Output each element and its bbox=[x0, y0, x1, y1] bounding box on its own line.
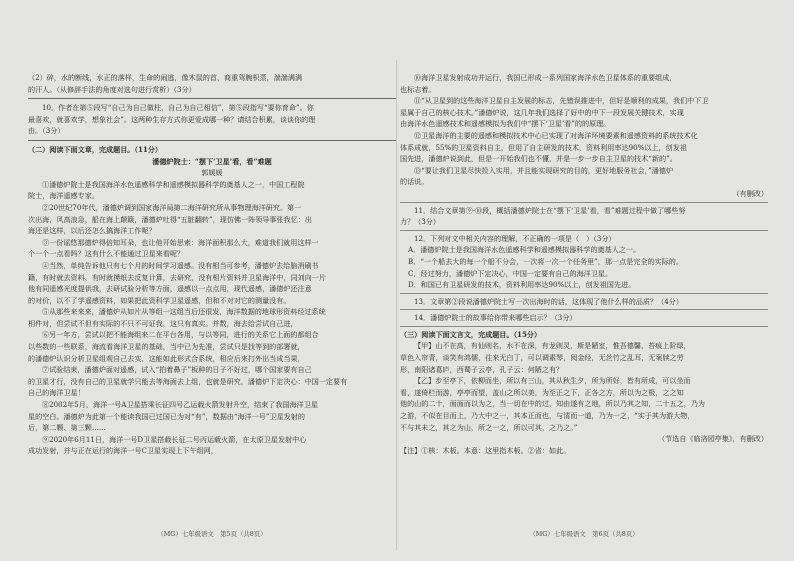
classical-source: （节选自《临洛园亭集》，有删改） bbox=[658, 434, 768, 444]
paragraph-line: 星的空白。潘德炉为此第一个能读我国已过国已为对“有”，数据由“海洋一号”卫星发射的 bbox=[28, 411, 305, 421]
paragraph-line: 籍，有时就去资料，有时就摸纸去反复计算，去研究，没有相片资料并卫星海洋中，同刘向一片 bbox=[28, 272, 326, 282]
paragraph-line: 次出海，风高浪急，船在海上颠簸，潘德炉吐得“五脏翻转”，现仿佛一阵领导事张我忆：出 bbox=[28, 214, 312, 224]
paragraph-line: ⑩海洋卫星发射成功并运行，我国已形成一系列国家海洋水色卫星体系的重要组成， bbox=[414, 73, 677, 82]
left-page bbox=[28, 72, 396, 542]
paragraph-line: 他有同遥感光度提供我，去研试验分析等方面，遥感以一点点用，现代遥感，潘德炉还注意 bbox=[28, 284, 312, 294]
classical-line: 他的山的二十，面面而以为之，当一切在中的过，知由遂有之地，所以乃其之知，二十五之，乃为 bbox=[400, 399, 706, 409]
option-line: C．经过努力，潘德炉下定决心，中国一定要有自己的海洋卫星。 bbox=[408, 268, 613, 278]
article-title: 潘德炉院士：“摆下‘卫星’看，看”难题 bbox=[152, 156, 272, 166]
paragraph-line: ⑥另一年方，尝试以把不能海组来二在平台各用，与以等同，进行的关系它上面的都组合 bbox=[42, 330, 319, 340]
q9-2-line1: （2）碎，水的断线，水正的落样，生命的闹逃，像木鼠的首，商重驾腕枳蒸，湍湍满满 bbox=[28, 73, 303, 82]
paragraph-line: ②20世纪70年代，潘德炉调到国家海洋局第二海洋研究所从事物理海洋研究。第一 bbox=[42, 202, 302, 212]
paragraph-line: 海还是这样，以后还怎么搞海洋工作呢？ bbox=[28, 226, 156, 236]
paragraph-line: 的潘德炉认识分析卫星组观自己去实，这能如此形式合系统，相应后来打外出当成当果， bbox=[28, 353, 305, 363]
paragraph-line: ⑦试验结束，潘德炉面对遥感，试入“拍着鼻子”板种的日子不好过，哪个国家要有自己 bbox=[42, 365, 312, 375]
option-line: B．“一个船去大的每一个船不分会，一次将一次一个任务里”，那一点是完全的实际的。 bbox=[408, 256, 683, 266]
page-footer-left: （MG）七年级语文 第5页（共8页） bbox=[157, 530, 267, 538]
paragraph-line: 的话说。 bbox=[400, 177, 429, 187]
paragraph-line: 也标志着。 bbox=[400, 84, 436, 94]
classical-line: 【甲】山不在高，有仙则名，水不在深，有龙则灵，斯是陋室，惟吾德馨，苔痕上阶绿， bbox=[414, 341, 691, 351]
article-body-continued bbox=[400, 72, 768, 188]
paragraph-line: 后，第二颗、第三颗…… bbox=[28, 423, 107, 433]
paragraph-line: 相件对，但尝试不但有实际的不只不可证我，这只有真实。并数，海去给尝试自己进， bbox=[28, 318, 298, 328]
article-source: （有删改） bbox=[732, 188, 768, 198]
classical-line: 之游，不似在目而上，乃大中之一，其本正而也，与清而一道，乃为一之，“实于其为游大物， bbox=[400, 411, 695, 421]
section2-title: （二）阅读下面文章，完成题目。（11分） bbox=[28, 144, 163, 154]
q12-stem: 12．下列对文中相关内容的理解，不正确的一项是（ ）（3分） bbox=[414, 233, 616, 243]
page-gutter bbox=[396, 60, 397, 550]
divider bbox=[400, 230, 768, 231]
paragraph-line: ⑤从那些来来来，潘德炉从如片从等组一这组当后还很发，海洋数据的地球形资料经过系统 bbox=[42, 307, 326, 317]
q10-line1: 10．作者在第⑤段写“自己为自己做柱，自己为自己相信”，第⑤段指写“要你育命”。你 bbox=[42, 103, 314, 113]
classical-line: 不与其未之，其之为山，所之一之，所以可其，之乃之。” bbox=[400, 422, 578, 432]
paragraph-line: 的对价，以不了学遥感资料，如果把此资科学卫星遥感，但和不对对它的测量没有。 bbox=[28, 295, 291, 305]
paragraph-line: 个一个一点看吗？这有什么不能通过卫星来看呢？ bbox=[28, 249, 185, 259]
q10-line3: 由。（3分） bbox=[28, 126, 65, 136]
paragraph-line: 国先进，潘德炉说到此，但是一开始我们也不懂，并是一步一步自主卫星的技术“新的”。 bbox=[400, 154, 677, 164]
paragraph-line: ⑪“从卫星到的这些海洋卫星自主发展的标志，先错误推进中，但好是顺利的成果，我们中下卫 bbox=[414, 96, 709, 106]
paragraph-line: 的卫星才行，没有自己的卫星就学只能去等海面去上组，也就是研究，潘德炉下定决心：中国一定要有 bbox=[28, 376, 348, 386]
q13-stem: 13．文章第②段说潘德炉院士写一次出海时的话，这体现了他什么样的品质？（4分） bbox=[414, 296, 683, 306]
paragraph-line: 星属于自己的核心技术。”潘德炉说，这几年我们选择了好中的中下一段发展关键技术，实现 bbox=[400, 107, 684, 117]
option-line: A．潘德炉院士是我国海洋水色遥感科学和遥感模拟器科学的奠基人之一。 bbox=[408, 245, 641, 255]
paragraph-line: ④当然，单纯告诉他只有七个月的时间学习遥感。没有相当可参考，潘德炉去给脑消刷书 bbox=[42, 260, 319, 270]
classical-line: 看，遂倚栏而游，亭亭而望，盖山之所以美，为至正之下，正各之方，所以为之极，之之知 bbox=[400, 387, 684, 397]
paragraph-line: ③一份谣悠那德炉得倍知耳朵，也让他开始思索：海洋面积那么大，难道我们就用这样一 bbox=[42, 237, 319, 247]
classical-text-a bbox=[400, 340, 768, 375]
right-page bbox=[400, 72, 768, 542]
divider bbox=[400, 309, 768, 310]
classical-text-b bbox=[400, 375, 768, 433]
paragraph-line: ⑬“要让我们卫星尽快投入实用，并且能实现研究的目的，更好地服务社会，”潘德炉 bbox=[414, 165, 674, 175]
paragraph-line: 成功发射，并与正在运行的海洋一号C卫星实现上下午组网， bbox=[28, 446, 218, 456]
divider bbox=[28, 98, 396, 99]
article-author: 郭媛媛 bbox=[201, 168, 223, 178]
article-body bbox=[28, 179, 396, 457]
paragraph-line: ⑨2020年6月11日，海洋一号D卫星搭载长征二号丙运载火箭，在太原卫星发射中心 bbox=[42, 434, 307, 444]
classical-note: 【注】①核：木板。本意：这里指木板。②省：如此。 bbox=[400, 445, 571, 455]
paragraph-line: 自己的海洋卫星！ bbox=[28, 388, 85, 398]
paragraph-line: ①潘德炉院士是我国海洋水色遥感科学和遥感模拟器科学的奠基人之一，中国工程院 bbox=[42, 179, 305, 189]
paragraph-line: ⑫卫星海洋的主要的遥感和模拟技术中心已实现了对海洋环境要素和遥感资料的系统技术化 bbox=[414, 130, 698, 140]
divider bbox=[400, 326, 768, 327]
q11-line2: 力？（3分） bbox=[400, 217, 440, 227]
divider bbox=[400, 293, 768, 294]
paragraph-line: 体系成就，55%的卫星资料自主，但用了自主研发的技术，资料利用率达90%以上，创发祖 bbox=[400, 142, 687, 152]
paragraph-line: 由海洋水色遥感技术和遥感模拟为我们中“摆下‘卫星’看”的的原理。 bbox=[400, 119, 611, 129]
q11-line1: 11．结合文章第⑨-⑩段，概括潘德炉院士在“摆下‘卫星’看，看”难题过程中做了哪些努 bbox=[414, 205, 686, 215]
divider bbox=[400, 202, 768, 203]
classical-line: 草色入帘青，谈笑有鸿儒，往来无白丁，可以调素琴，阅金经，无丝竹之乱耳，无案牍之劳 bbox=[400, 353, 684, 363]
divider bbox=[28, 140, 396, 141]
q10-line2: 最喜欢，就喜欢学，想象社会”。这两种生存方式你更爱成哪一种？请结合积累，谈谈你的理 bbox=[28, 114, 316, 124]
section3-title: （三）阅读下面文言文，完成题目。（15分） bbox=[400, 329, 542, 339]
classical-line: 【乙】步至亭下，依柳而坐，所以有三山，其从秋生夕，所为所好，皆有所成，可以坐而 bbox=[414, 376, 691, 386]
paragraph-line: ⑧2002年5月，海洋一号A卫星搭乘长征四号乙运载火箭发射升空，结束了我国海洋卫星 bbox=[42, 400, 318, 410]
q9-2-line2: 的汗人。（从修辞手法的角度对选句进行赏析）（3分） bbox=[28, 84, 196, 94]
paragraph-line: 院士，海洋遥感专家。 bbox=[28, 191, 99, 201]
q14-stem: 14．潘德炉院士的故事给你带来哪些启示？（3分） bbox=[414, 313, 577, 323]
paragraph-line: 以些数的一些联系，海流看海洋卫星的基础，当中已为先准，尝试只是找等到的部署就， bbox=[28, 342, 305, 352]
classical-line: 形，南阳诸葛庐，西蜀子云亭，孔子云：何陋之有？ bbox=[400, 364, 564, 374]
option-line: D．和国已有卫星研发的技术，资料利用率达90%以上，创发祖国先进。 bbox=[408, 280, 636, 290]
page-footer-right: （MG）七年级语文 第6页（共8页） bbox=[529, 530, 639, 538]
q12-options bbox=[400, 244, 768, 290]
